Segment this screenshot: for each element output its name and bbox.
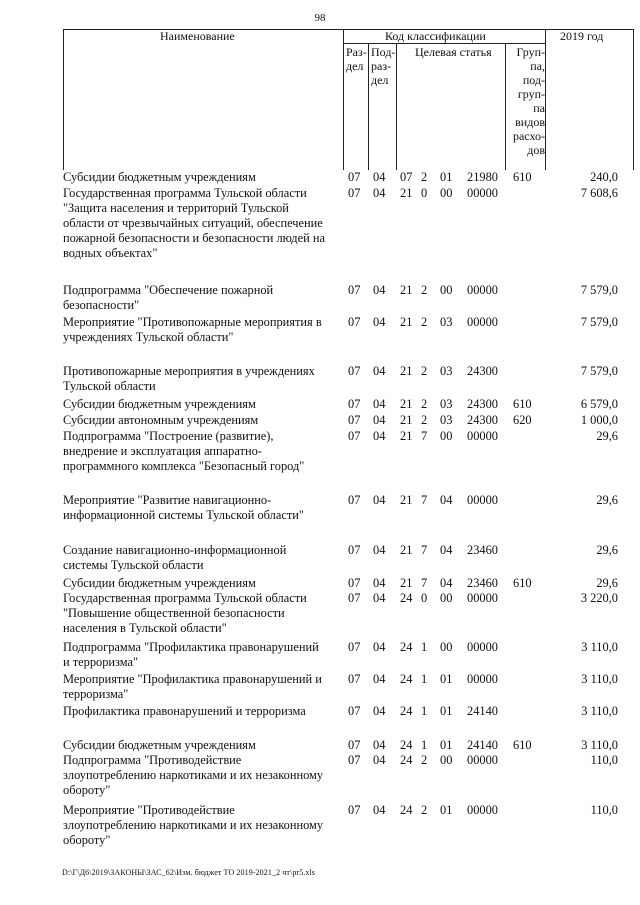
row-podrazdel: 04 (373, 803, 386, 817)
row-target-code: 23460 (467, 543, 498, 557)
row-group: 610 (513, 738, 532, 752)
header-code: Код классификации (385, 29, 486, 43)
row-group: 620 (513, 413, 532, 427)
row-target-code: 24300 (467, 364, 498, 378)
row-amount: 7 579,0 (580, 315, 618, 329)
group-col-border (545, 29, 546, 170)
row-razdel: 07 (348, 429, 361, 443)
row-name: Субсидии бюджетным учреждениям (63, 397, 256, 411)
row-name: Государственная программа Тульской области "Повышение общественной безопасности населения в Тульской области" (63, 591, 307, 635)
row-target-program: 21 (400, 493, 413, 507)
row-target-code: 24140 (467, 704, 498, 718)
row-amount: 3 110,0 (581, 704, 618, 718)
row-target-program: 24 (400, 672, 413, 686)
row-target-code: 24300 (467, 397, 498, 411)
row-target-subprogram: 7 (421, 543, 428, 557)
row-target-event: 04 (440, 493, 453, 507)
row-amount: 110,0 (590, 803, 618, 817)
row-amount: 7 608,6 (580, 186, 618, 200)
row-target-program: 24 (400, 803, 413, 817)
row-target-program: 21 (400, 413, 413, 427)
row-target-program: 24 (400, 704, 413, 718)
row-target-event: 00 (440, 591, 453, 605)
row-target-code: 00000 (467, 672, 498, 686)
row-target-program: 24 (400, 738, 413, 752)
row-name: Мероприятие "Профилактика правонарушений и терроризма" (63, 672, 322, 701)
row-target-event: 03 (440, 315, 453, 329)
code-sub-line (343, 43, 545, 44)
row-target-code: 23460 (467, 576, 498, 590)
page-number: 98 (314, 12, 326, 24)
header-target: Целевая статья (415, 45, 492, 59)
row-target-program: 21 (400, 543, 413, 557)
row-razdel: 07 (348, 591, 361, 605)
row-razdel: 07 (348, 803, 361, 817)
row-target-subprogram: 7 (421, 576, 428, 590)
row-name: Мероприятие "Развитие навигационно- информационной системы Тульской области" (63, 493, 304, 522)
row-target-program: 24 (400, 591, 413, 605)
row-target-code: 00000 (467, 640, 498, 654)
row-razdel: 07 (348, 576, 361, 590)
row-target-event: 01 (440, 170, 453, 184)
row-name: Подпрограмма "Профилактика правонарушений и терроризма" (63, 640, 319, 669)
row-podrazdel: 04 (373, 429, 386, 443)
row-razdel: 07 (348, 493, 361, 507)
row-target-subprogram: 0 (421, 186, 428, 200)
row-target-event: 00 (440, 753, 453, 767)
row-razdel: 07 (348, 315, 361, 329)
row-target-subprogram: 2 (421, 413, 428, 427)
row-target-program: 24 (400, 753, 413, 767)
row-name: Субсидии бюджетным учреждениям (63, 738, 256, 752)
row-razdel: 07 (348, 738, 361, 752)
row-name: Субсидии бюджетным учреждениям (63, 170, 256, 184)
row-razdel: 07 (348, 364, 361, 378)
row-amount: 29,6 (596, 493, 618, 507)
row-razdel: 07 (348, 704, 361, 718)
row-name: Мероприятие "Противопожарные мероприятия в учреждениях Тульской области" (63, 315, 322, 344)
row-target-event: 01 (440, 738, 453, 752)
row-target-program: 21 (400, 315, 413, 329)
header-top-line (63, 29, 633, 30)
row-podrazdel: 04 (373, 397, 386, 411)
row-amount: 6 579,0 (580, 397, 618, 411)
row-razdel: 07 (348, 413, 361, 427)
row-target-event: 00 (440, 429, 453, 443)
row-amount: 7 579,0 (580, 364, 618, 378)
row-target-code: 24140 (467, 738, 498, 752)
row-podrazdel: 04 (373, 738, 386, 752)
row-amount: 29,6 (596, 543, 618, 557)
row-target-code: 00000 (467, 186, 498, 200)
row-target-program: 21 (400, 429, 413, 443)
header-right-border (633, 29, 634, 170)
row-amount: 3 110,0 (581, 672, 618, 686)
row-podrazdel: 04 (373, 640, 386, 654)
row-target-subprogram: 7 (421, 493, 428, 507)
row-name: Подпрограмма "Построение (развитие), внедрение и эксплуатация аппаратно- программного комплекса "Безопасный город" (63, 429, 305, 473)
row-target-subprogram: 2 (421, 397, 428, 411)
row-target-program: 21 (400, 576, 413, 590)
name-col-border (343, 29, 344, 170)
row-podrazdel: 04 (373, 493, 386, 507)
row-target-subprogram: 1 (421, 672, 428, 686)
row-target-event: 04 (440, 543, 453, 557)
row-name: Субсидии бюджетным учреждениям (63, 576, 256, 590)
row-target-subprogram: 1 (421, 704, 428, 718)
row-target-subprogram: 7 (421, 429, 428, 443)
row-razdel: 07 (348, 753, 361, 767)
row-target-program: 21 (400, 186, 413, 200)
row-target-event: 03 (440, 397, 453, 411)
row-podrazdel: 04 (373, 283, 386, 297)
row-target-program: 21 (400, 397, 413, 411)
row-target-event: 01 (440, 803, 453, 817)
row-target-code: 00000 (467, 591, 498, 605)
row-target-code: 00000 (467, 803, 498, 817)
header-year: 2019 год (560, 29, 604, 43)
header-name: Наименование (160, 29, 235, 43)
row-amount: 3 110,0 (581, 738, 618, 752)
row-target-code: 00000 (467, 315, 498, 329)
row-target-code: 00000 (467, 493, 498, 507)
row-name: Мероприятие "Противодействие злоупотреблению наркотиками и их незаконному обороту" (63, 803, 324, 847)
header-razdel: Раз- дел (346, 45, 367, 73)
row-target-subprogram: 2 (421, 753, 428, 767)
row-target-program: 21 (400, 364, 413, 378)
row-group: 610 (513, 576, 532, 590)
row-name: Профилактика правонарушений и терроризма (63, 704, 306, 718)
row-target-event: 00 (440, 640, 453, 654)
row-razdel: 07 (348, 672, 361, 686)
row-target-event: 01 (440, 704, 453, 718)
row-target-subprogram: 2 (421, 803, 428, 817)
row-amount: 7 579,0 (580, 283, 618, 297)
row-podrazdel: 04 (373, 364, 386, 378)
row-razdel: 07 (348, 170, 361, 184)
row-target-program: 24 (400, 640, 413, 654)
row-name: Подпрограмма "Обеспечение пожарной безопасности" (63, 283, 274, 312)
target-col-border (505, 43, 506, 170)
row-group: 610 (513, 170, 532, 184)
row-razdel: 07 (348, 543, 361, 557)
row-target-program: 07 (400, 170, 413, 184)
row-name: Государственная программа Тульской области "Защита населения и территорий Тульской области от чрезвычайных ситуаций, обеспечение пожарной безопасности и безопасности людей на водных объектах" (63, 186, 325, 260)
row-name: Создание навигационно-информационной системы Тульской области (63, 543, 287, 572)
row-target-code: 00000 (467, 429, 498, 443)
row-target-event: 00 (440, 283, 453, 297)
row-name: Субсидии автономным учреждениям (63, 413, 259, 427)
row-podrazdel: 04 (373, 704, 386, 718)
file-path-footer: D:\Г\Д6\2019\ЗАКОНЫ\ЗАС_62\Изм. бюджет ТО 2019-2021_2 чт\pr5.xls (62, 868, 316, 877)
row-podrazdel: 04 (373, 576, 386, 590)
row-target-code: 24300 (467, 413, 498, 427)
row-name: Противопожарные мероприятия в учреждениях Тульской области (63, 364, 315, 393)
row-target-subprogram: 0 (421, 591, 428, 605)
row-razdel: 07 (348, 640, 361, 654)
row-target-subprogram: 2 (421, 364, 428, 378)
row-podrazdel: 04 (373, 753, 386, 767)
row-podrazdel: 04 (373, 413, 386, 427)
header-group: Груп- па, под- груп- па видов расхо- дов (512, 45, 545, 157)
row-target-subprogram: 1 (421, 640, 428, 654)
row-podrazdel: 04 (373, 672, 386, 686)
header-left-border (63, 29, 64, 170)
row-podrazdel: 04 (373, 543, 386, 557)
row-amount: 3 110,0 (581, 640, 618, 654)
row-amount: 110,0 (590, 753, 618, 767)
row-amount: 29,6 (596, 576, 618, 590)
row-razdel: 07 (348, 283, 361, 297)
row-target-subprogram: 2 (421, 315, 428, 329)
row-name: Подпрограмма "Противодействие злоупотреблению наркотиками и их незаконному обороту" (63, 753, 324, 797)
row-amount: 240,0 (590, 170, 618, 184)
row-target-event: 01 (440, 672, 453, 686)
row-target-event: 03 (440, 364, 453, 378)
row-target-subprogram: 2 (421, 283, 428, 297)
row-podrazdel: 04 (373, 591, 386, 605)
row-group: 610 (513, 397, 532, 411)
row-podrazdel: 04 (373, 315, 386, 329)
row-amount: 3 220,0 (580, 591, 618, 605)
row-razdel: 07 (348, 186, 361, 200)
row-target-program: 21 (400, 283, 413, 297)
row-target-code: 21980 (467, 170, 498, 184)
header-podrazdel: Под- раз- дел (371, 45, 396, 87)
row-target-event: 00 (440, 186, 453, 200)
row-target-code: 00000 (467, 753, 498, 767)
row-razdel: 07 (348, 397, 361, 411)
row-amount: 29,6 (596, 429, 618, 443)
row-podrazdel: 04 (373, 186, 386, 200)
row-amount: 1 000,0 (580, 413, 618, 427)
row-target-code: 00000 (467, 283, 498, 297)
row-target-event: 04 (440, 576, 453, 590)
row-target-subprogram: 2 (421, 170, 428, 184)
row-podrazdel: 04 (373, 170, 386, 184)
row-target-event: 03 (440, 413, 453, 427)
row-target-subprogram: 1 (421, 738, 428, 752)
